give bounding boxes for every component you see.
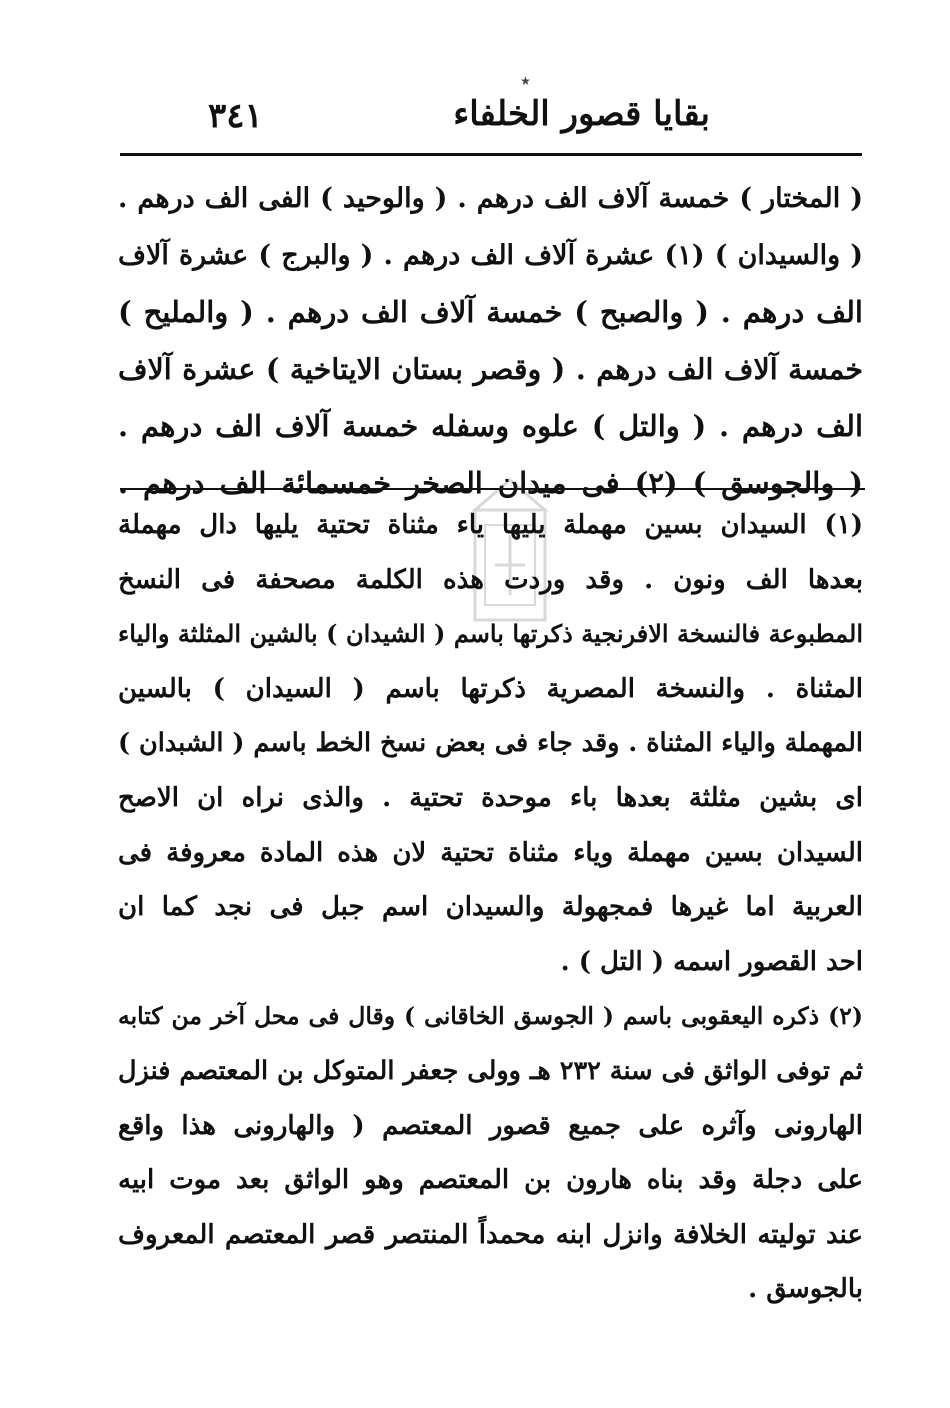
footnote-line: ثم توفى الواثق فى سنة ٢٣٢ هـ وولى جعفر المتوكل بن المعتصم فنزل — [118, 1055, 863, 1086]
page-number: ٣٤١ — [208, 96, 263, 136]
footnote-line: المهملة والياء المثناة . وقد جاء فى بعض نسخ الخط باسم ( الشبدان ) — [118, 728, 863, 759]
main-text — [118, 170, 863, 512]
footnotes — [118, 498, 863, 1317]
footnote-line: اى بشين مثلثة بعدها باء موحدة تحتية . والذى نراه ان الاصح — [118, 782, 863, 813]
page-header — [120, 92, 860, 152]
main-text-line: خمسة آلاف الف درهم . ( وقصر بستان الايتاخية ) عشرة آلاف — [118, 352, 863, 386]
footnote-line: المطبوعة فالنسخة الافرنجية ذكرتها باسم ( الشيدان ) بالشين المثلثة والياء — [118, 619, 863, 649]
footnote-line: المثناة . والنسخة المصرية ذكرتها باسم ( السيدان ) بالسين — [118, 673, 863, 704]
footnote-line: (٢) ذكره اليعقوبى باسم ( الجوسق الخاقانى ) وقال فى محل آخر من كتابه — [118, 1002, 863, 1031]
main-text-line: ( المختار ) خمسة آلاف الف درهم . ( والوحيد ) الفى الف درهم . — [118, 183, 863, 214]
main-text-line: الف درهم . ( والتل ) علوه وسفله خمسة آلاف الف درهم . — [118, 409, 863, 443]
footnote-line: العربية اما غيرها فمجهولة والسيدان اسم جبل فى نجد كما ان — [118, 892, 863, 923]
footnote-line: بالجوسق . — [748, 1274, 863, 1305]
footnote-line: على دجلة وقد بناه هارون بن المعتصم وهو الواثق بعد موت ابيه — [118, 1165, 863, 1196]
main-text-line: ( والجوسق ) (٢) فى ميدان الصخر خمسمائة الف درهم . — [118, 466, 863, 500]
header-rule — [120, 153, 862, 156]
running-title: بقايا قصور الخلفاء — [453, 94, 710, 134]
footnote-line: بعدها الف ونون . وقد وردت هذه الكلمة مصحفة فى النسخ — [118, 564, 863, 595]
header-ornament: ٭ — [520, 68, 531, 92]
footnote-line: الهارونى وآثره على جميع قصور المعتصم ( والهارونى هذا واقع — [118, 1110, 863, 1141]
footnote-line: (١) السيدان بسين مهملة يليها ياء مثناة تحتية يليها دال مهملة — [118, 510, 863, 540]
main-text-line: ( والسيدان ) (١) عشرة آلاف الف درهم . ( والبرج ) عشرة آلاف — [118, 240, 863, 271]
footnote-line: احد القصور اسمه ( التل ) . — [560, 946, 863, 977]
main-text-line: الف درهم . ( والصبح ) خمسة آلاف الف درهم . ( والمليح ) — [118, 295, 863, 329]
footnote-line: عند توليته الخلافة وانزل ابنه محمداً المنتصر قصر المعتصم المعروف — [118, 1219, 863, 1250]
footnote-line: السيدان بسين مهملة وياء مثناة تحتية لان هذه المادة معروفة فى — [118, 837, 863, 868]
